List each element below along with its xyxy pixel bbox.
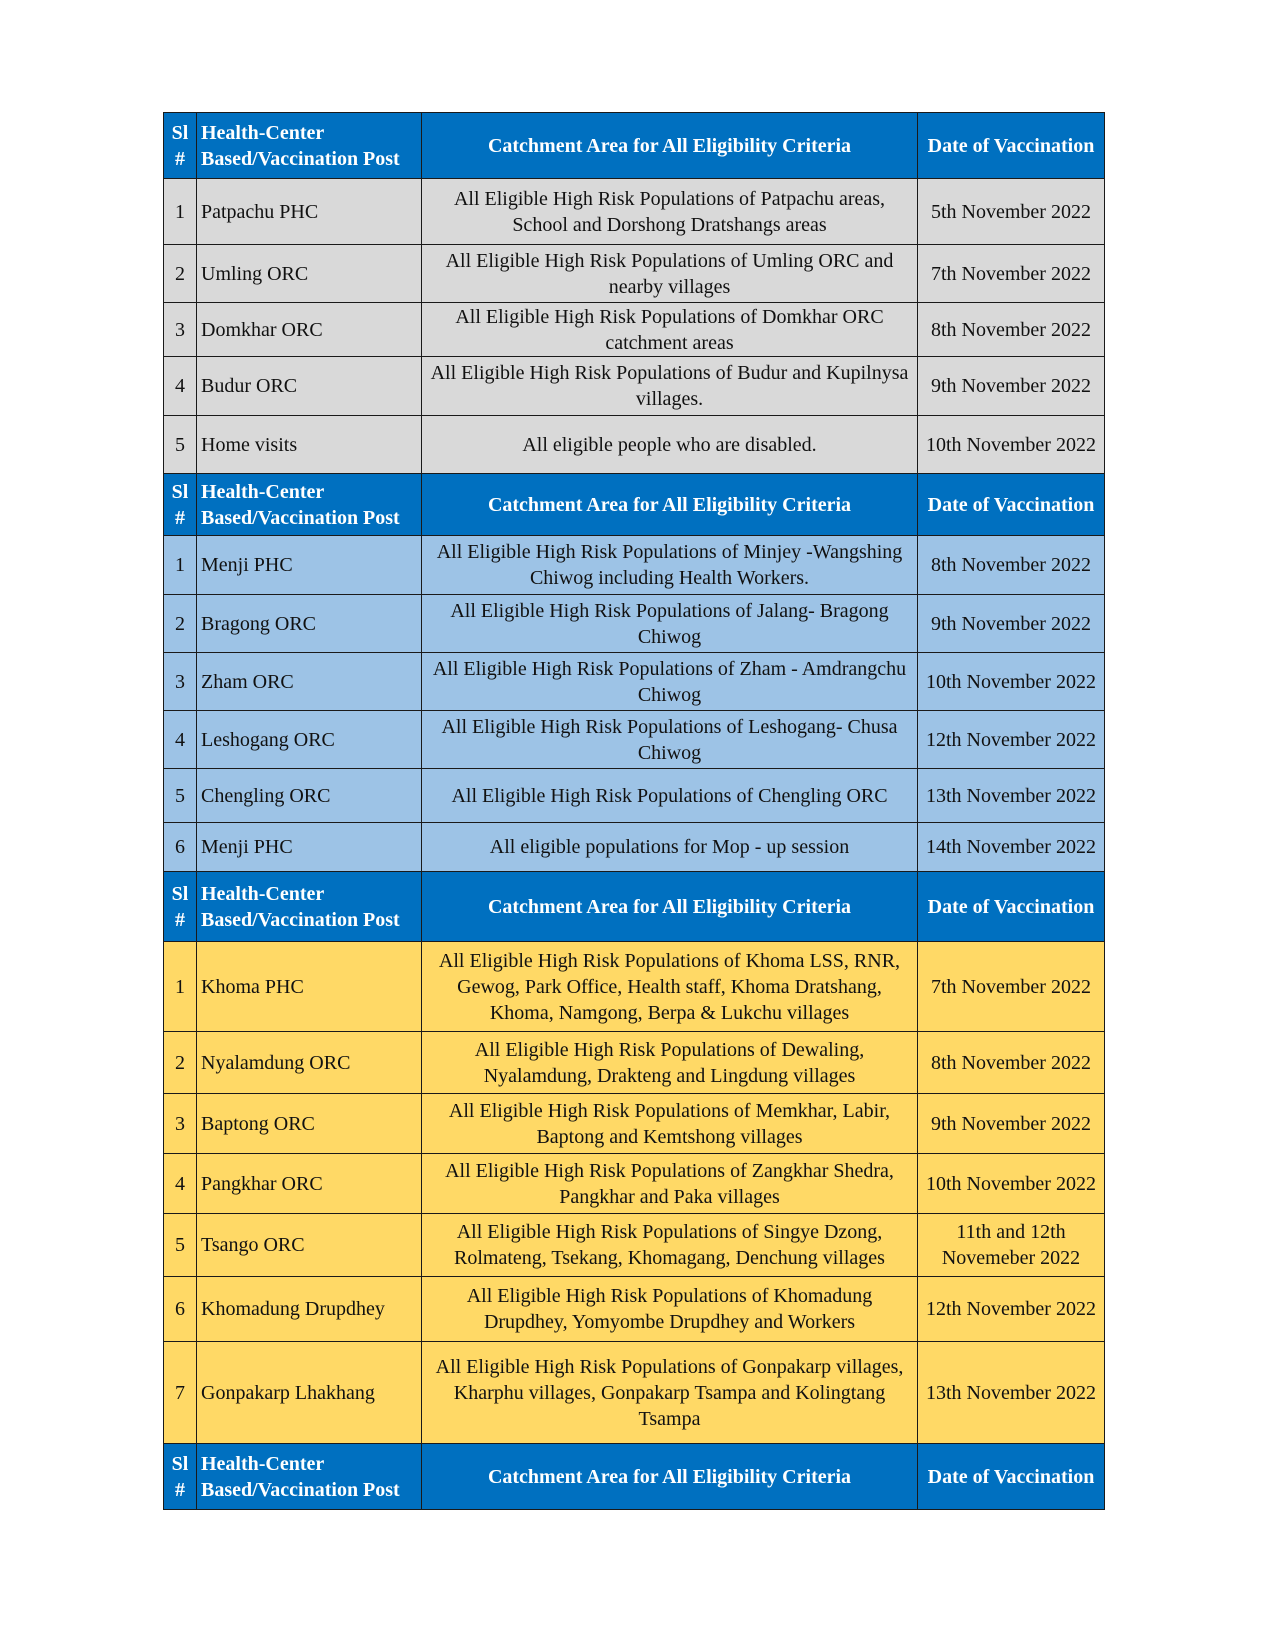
row-date: 13th November 2022: [918, 1342, 1105, 1444]
row-sl: 5: [164, 769, 197, 823]
row-date: 9th November 2022: [918, 357, 1105, 416]
row-sl: 4: [164, 711, 197, 769]
row-sl: 3: [164, 653, 197, 711]
table-row: [164, 536, 1105, 595]
row-post: Nyalamdung ORC: [197, 1032, 422, 1094]
table-row: [164, 1277, 1105, 1342]
row-area: All Eligible High Risk Populations of Umling ORC and nearby villages: [422, 245, 918, 303]
table-row: [164, 1094, 1105, 1154]
row-date: 9th November 2022: [918, 595, 1105, 653]
row-date: 8th November 2022: [918, 1032, 1105, 1094]
table-row: [164, 1214, 1105, 1277]
row-post: Leshogang ORC: [197, 711, 422, 769]
row-sl: 6: [164, 823, 197, 872]
row-date: 8th November 2022: [918, 536, 1105, 595]
header-date: Date of Vaccination: [918, 113, 1105, 179]
table-row: [164, 179, 1105, 245]
row-area: All Eligible High Risk Populations of Zangkhar Shedra, Pangkhar and Paka villages: [422, 1154, 918, 1214]
table-header-row: [164, 1444, 1105, 1510]
row-post: Bragong ORC: [197, 595, 422, 653]
row-post: Patpachu PHC: [197, 179, 422, 245]
row-post: Budur ORC: [197, 357, 422, 416]
row-area: All Eligible High Risk Populations of Khomadung Drupdhey, Yomyombe Drupdhey and Workers: [422, 1277, 918, 1342]
row-sl: 4: [164, 1154, 197, 1214]
row-area: All eligible people who are disabled.: [422, 416, 918, 474]
header-date: Date of Vaccination: [918, 1444, 1105, 1510]
row-sl: 3: [164, 303, 197, 357]
row-date: 8th November 2022: [918, 303, 1105, 357]
row-post: Khomadung Drupdhey: [197, 1277, 422, 1342]
row-sl: 2: [164, 1032, 197, 1094]
header-area: Catchment Area for All Eligibility Criteria: [422, 872, 918, 942]
table-row: [164, 942, 1105, 1032]
header-sl: Sl #: [164, 113, 197, 179]
header-date: Date of Vaccination: [918, 474, 1105, 536]
row-date: 11th and 12th Novemeber 2022: [918, 1214, 1105, 1277]
header-area: Catchment Area for All Eligibility Criteria: [422, 113, 918, 179]
row-post: Tsango ORC: [197, 1214, 422, 1277]
row-sl: 1: [164, 536, 197, 595]
table-header-row: [164, 872, 1105, 942]
row-post: Khoma PHC: [197, 942, 422, 1032]
row-date: 10th November 2022: [918, 416, 1105, 474]
schedule-body: [164, 113, 1105, 1510]
table-row: [164, 303, 1105, 357]
table-row: [164, 357, 1105, 416]
row-area: All eligible populations for Mop - up session: [422, 823, 918, 872]
vaccination-schedule-table: [163, 112, 1105, 1510]
table-row: [164, 823, 1105, 872]
row-sl: 6: [164, 1277, 197, 1342]
row-date: 10th November 2022: [918, 1154, 1105, 1214]
row-date: 14th November 2022: [918, 823, 1105, 872]
table-row: [164, 416, 1105, 474]
row-date: 10th November 2022: [918, 653, 1105, 711]
row-area: All Eligible High Risk Populations of Leshogang- Chusa Chiwog: [422, 711, 918, 769]
header-area: Catchment Area for All Eligibility Criteria: [422, 1444, 918, 1510]
row-area: All Eligible High Risk Populations of Chengling ORC: [422, 769, 918, 823]
row-post: Menji PHC: [197, 536, 422, 595]
row-date: 7th November 2022: [918, 245, 1105, 303]
header-date: Date of Vaccination: [918, 872, 1105, 942]
row-date: 5th November 2022: [918, 179, 1105, 245]
row-sl: 2: [164, 595, 197, 653]
table-row: [164, 711, 1105, 769]
header-post: Health-Center Based/Vaccination Post: [197, 1444, 422, 1510]
row-date: 12th November 2022: [918, 1277, 1105, 1342]
row-date: 12th November 2022: [918, 711, 1105, 769]
table-row: [164, 1032, 1105, 1094]
row-sl: 1: [164, 942, 197, 1032]
header-post: Health-Center Based/Vaccination Post: [197, 113, 422, 179]
row-post: Menji PHC: [197, 823, 422, 872]
row-area: All Eligible High Risk Populations of Domkhar ORC catchment areas: [422, 303, 918, 357]
header-sl: Sl #: [164, 474, 197, 536]
row-post: Gonpakarp Lhakhang: [197, 1342, 422, 1444]
row-sl: 5: [164, 416, 197, 474]
table-header-row: [164, 474, 1105, 536]
row-sl: 3: [164, 1094, 197, 1154]
row-post: Pangkhar ORC: [197, 1154, 422, 1214]
row-sl: 2: [164, 245, 197, 303]
table-row: [164, 1154, 1105, 1214]
row-area: All Eligible High Risk Populations of Patpachu areas, School and Dorshong Dratshangs areas: [422, 179, 918, 245]
row-area: All Eligible High Risk Populations of Jalang- Bragong Chiwog: [422, 595, 918, 653]
row-date: 9th November 2022: [918, 1094, 1105, 1154]
row-post: Chengling ORC: [197, 769, 422, 823]
table-row: [164, 1342, 1105, 1444]
row-post: Baptong ORC: [197, 1094, 422, 1154]
row-area: All Eligible High Risk Populations of Gonpakarp villages, Kharphu villages, Gonpakarp Tsampa and Kolingtang Tsampa: [422, 1342, 918, 1444]
row-area: All Eligible High Risk Populations of Minjey -Wangshing Chiwog including Health Workers.: [422, 536, 918, 595]
header-post: Health-Center Based/Vaccination Post: [197, 474, 422, 536]
row-date: 7th November 2022: [918, 942, 1105, 1032]
row-sl: 4: [164, 357, 197, 416]
row-area: All Eligible High Risk Populations of Memkhar, Labir, Baptong and Kemtshong villages: [422, 1094, 918, 1154]
row-area: All Eligible High Risk Populations of Zham - Amdrangchu Chiwog: [422, 653, 918, 711]
table-row: [164, 653, 1105, 711]
table-row: [164, 245, 1105, 303]
table-row: [164, 595, 1105, 653]
row-post: Home visits: [197, 416, 422, 474]
header-sl: Sl #: [164, 872, 197, 942]
header-post: Health-Center Based/Vaccination Post: [197, 872, 422, 942]
row-area: All Eligible High Risk Populations of Khoma LSS, RNR, Gewog, Park Office, Health staff, Khoma Dratshang, Khoma, Namgong, Berpa & Lukchu villages: [422, 942, 918, 1032]
row-area: All Eligible High Risk Populations of Singye Dzong, Rolmateng, Tsekang, Khomagang, Denchung villages: [422, 1214, 918, 1277]
row-post: Domkhar ORC: [197, 303, 422, 357]
row-sl: 7: [164, 1342, 197, 1444]
row-post: Umling ORC: [197, 245, 422, 303]
row-sl: 1: [164, 179, 197, 245]
row-area: All Eligible High Risk Populations of Budur and Kupilnysa villages.: [422, 357, 918, 416]
header-sl: Sl #: [164, 1444, 197, 1510]
row-post: Zham ORC: [197, 653, 422, 711]
row-date: 13th November 2022: [918, 769, 1105, 823]
row-sl: 5: [164, 1214, 197, 1277]
table-row: [164, 769, 1105, 823]
row-area: All Eligible High Risk Populations of Dewaling, Nyalamdung, Drakteng and Lingdung villages: [422, 1032, 918, 1094]
table-header-row: [164, 113, 1105, 179]
header-area: Catchment Area for All Eligibility Criteria: [422, 474, 918, 536]
